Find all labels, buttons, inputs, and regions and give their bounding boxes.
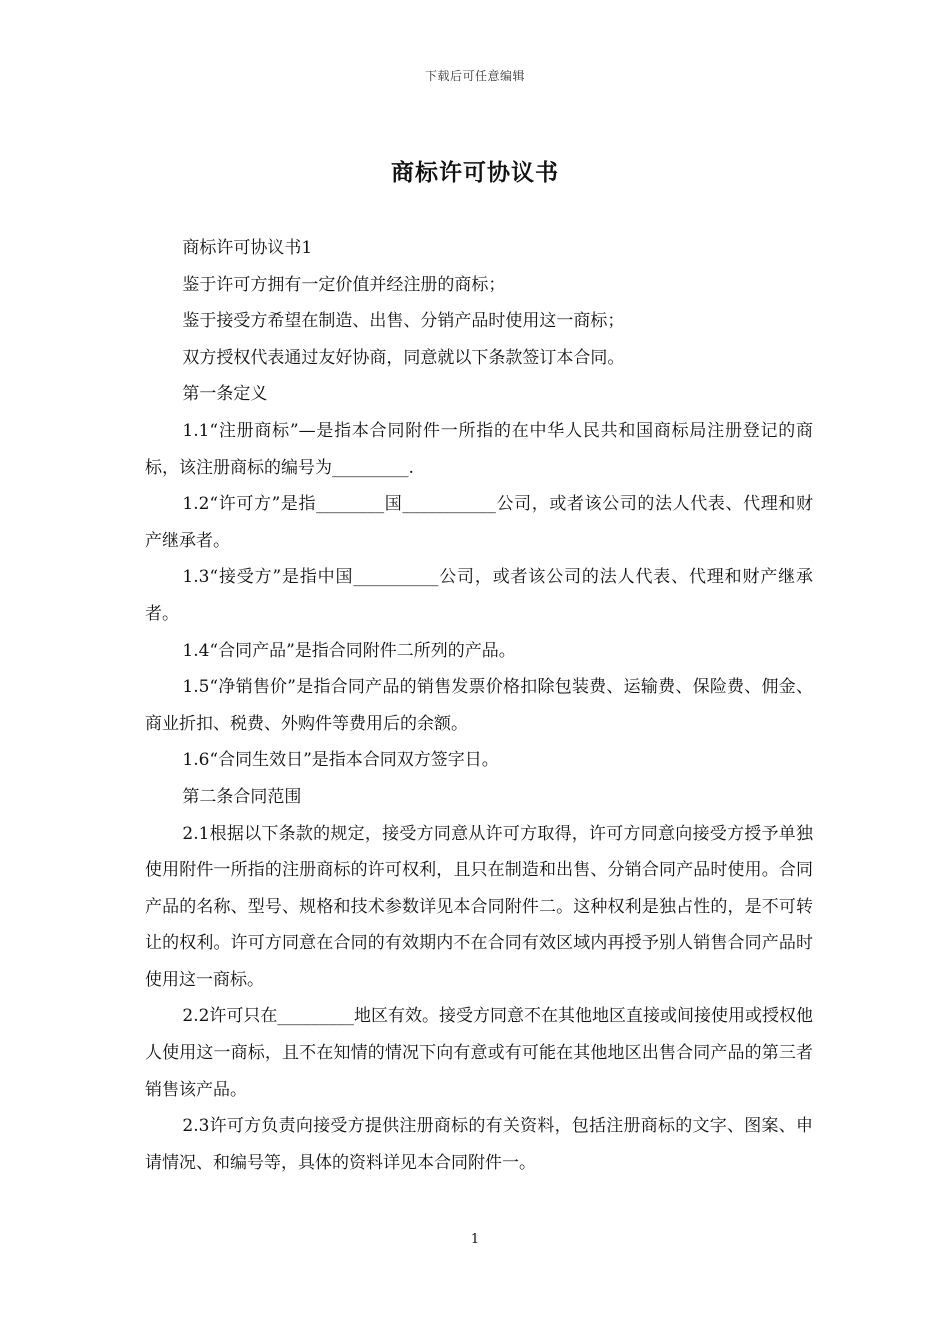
page-number: 1 bbox=[470, 1232, 480, 1247]
article-1-heading: 第一条定义 bbox=[182, 384, 268, 405]
article-2-heading: 第二条合同范围 bbox=[182, 786, 302, 807]
paragraph-recital-1: 鉴于许可方拥有一定价值并经注册的商标； bbox=[182, 274, 506, 295]
clause-1-6: 1.6“合同生效日”是指本合同双方签字日。 bbox=[182, 750, 499, 771]
clause-2-2: 2.2许可只在_________地区有效。接受方同意不在其他地区直接或间接使用或授权他人使用这一商标，且不在知情的情况下向有意或有可能在其他地区出售合同产品的第三者销售该产品。 bbox=[145, 1006, 813, 1100]
clause-1-1: 1.1“注册商标”—是指本合同附件一所指的在中华人民共和国商标局注册登记的商标，该注册商标的编号为_________. bbox=[145, 420, 813, 478]
clause-1-4: 1.4“合同产品”是指合同附件二所列的产品。 bbox=[182, 640, 516, 661]
clause-2-3: 2.3许可方负责向接受方提供注册商标的有关资料，包括注册商标的文字、图案、申请情况、和编号等，具体的资料详见本合同附件一。 bbox=[145, 1116, 813, 1173]
paragraph-recital-2: 鉴于接受方希望在制造、出售、分销产品时使用这一商标； bbox=[182, 311, 625, 332]
header-note: 下载后可任意编辑 bbox=[424, 69, 525, 83]
clause-1-5: 1.5“净销售价”是指合同产品的销售发票价格扣除包装费、运输费、保险费、佣金、商业折扣、税费、外购件等费用后的余额。 bbox=[145, 677, 813, 734]
paragraph-recital-3: 双方授权代表通过友好协商，同意就以下条款签订本合同。 bbox=[182, 347, 625, 368]
clause-1-3: 1.3“接受方”是指中国__________公司，或者该公司的法人代表、代理和财产继承者。 bbox=[145, 567, 813, 624]
document-body bbox=[145, 230, 813, 1181]
clause-2-1: 2.1根据以下条款的规定，接受方同意从许可方取得，许可方同意向接受方授予单独使用附件一所指的注册商标的许可权利，且只在制造和出售、分销合同产品时使用。合同产品的名称、型号、规格和技术参数详见本合同附件二。这种权利是独占性的，是不可转让的权利。许可方同意在合同的有效期内不在合同有效区域内再授予别人销售合同产品时使用这一商标。 bbox=[145, 823, 813, 990]
clause-1-2: 1.2“许可方”是指________国___________公司，或者该公司的法人代表、代理和财产继承者。 bbox=[145, 494, 813, 551]
document-title: 商标许可协议书 bbox=[391, 159, 559, 186]
paragraph-subtitle: 商标许可协议书1 bbox=[182, 238, 313, 258]
